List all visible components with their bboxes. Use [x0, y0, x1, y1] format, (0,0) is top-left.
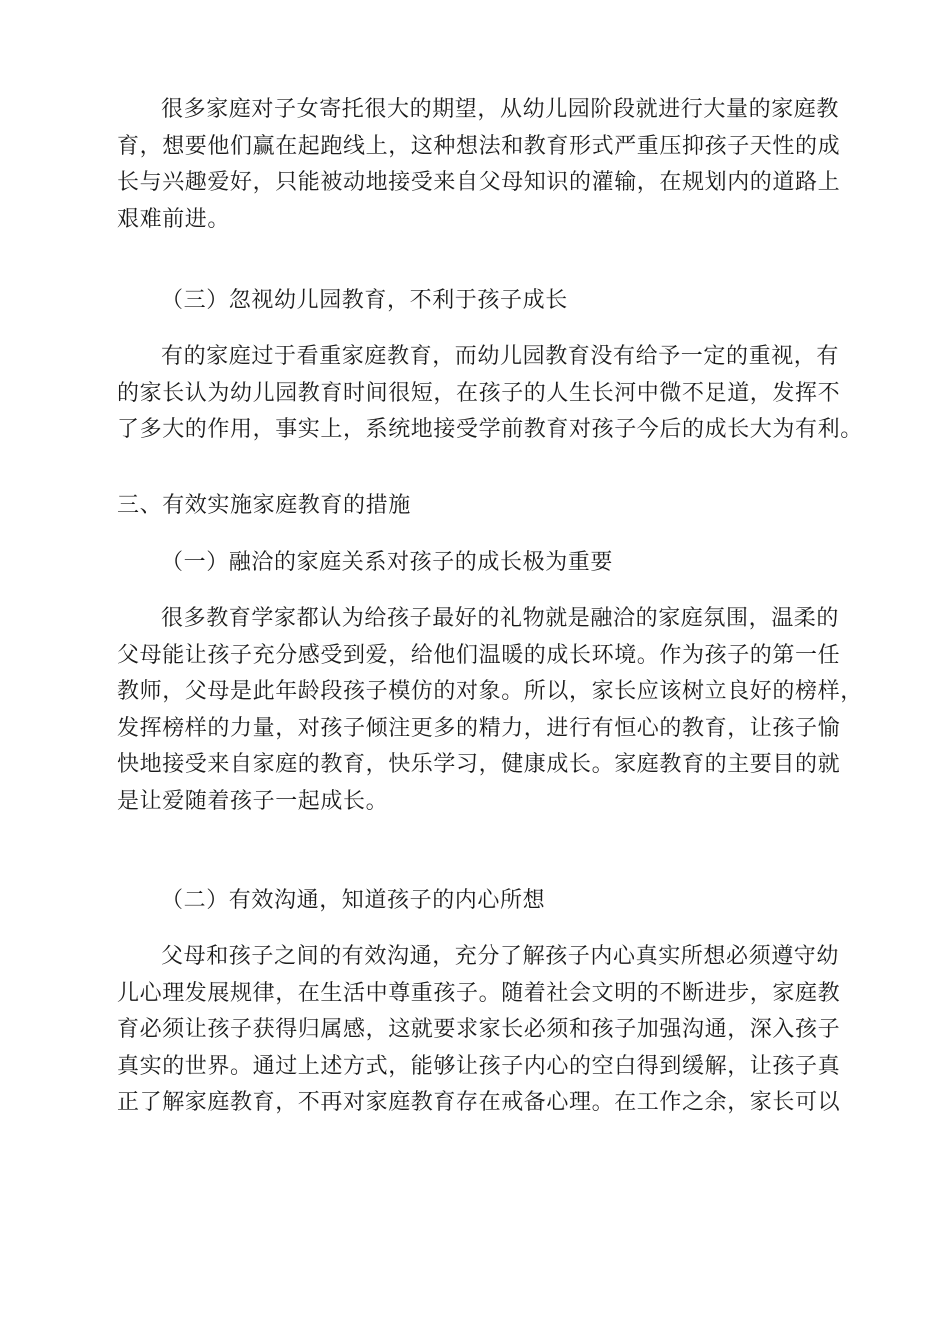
- paragraph-line: 儿心理发展规律，在生活中尊重孩子。随着社会文明的不断进步，家庭教: [117, 980, 841, 1006]
- paragraph-line: 父母和孩子之间的有效沟通，充分了解孩子内心真实所想必须遵守幼: [161, 944, 840, 969]
- paragraph-line: 发挥榜样的力量，对孩子倾注更多的精力，进行有恒心的教育，让孩子愉: [117, 715, 841, 741]
- subheading-line: （三）忽视幼儿园教育，不利于孩子成长: [161, 288, 568, 313]
- paragraph-line: 父母能让孩子充分感受到爱，给他们温暖的成长环境。作为孩子的第一任: [117, 642, 841, 668]
- paragraph-line: 正了解家庭教育，不再对家庭教育存在戒备心理。在工作之余，家长可以: [117, 1090, 841, 1115]
- paragraph-line: 快地接受来自家庭的教育，快乐学习，健康成长。家庭教育的主要目的就: [117, 752, 841, 777]
- subheading-line: （一）融洽的家庭关系对孩子的成长极为重要: [161, 550, 614, 575]
- paragraph-line: 的家长认为幼儿园教育时间很短，在孩子的人生长河中微不足道，发挥不: [117, 380, 841, 406]
- paragraph-line: 教师，父母是此年龄段孩子模仿的对象。所以，家长应该树立良好的榜样，: [117, 679, 863, 704]
- paragraph-line: 艰难前进。: [117, 206, 231, 232]
- paragraph-line: 很多教育学家都认为给孩子最好的礼物就是融洽的家庭氛围，温柔的: [161, 606, 840, 631]
- paragraph-line: 有的家庭过于看重家庭教育，而幼儿园教育没有给予一定的重视，有: [161, 344, 840, 369]
- paragraph-line: 长与兴趣爱好，只能被动地接受来自父母知识的灌输，在规划内的道路上: [117, 170, 841, 195]
- paragraph-line: 真实的世界。通过上述方式，能够让孩子内心的空白得到缓解，让孩子真: [117, 1053, 841, 1079]
- paragraph-1: [117, 92, 841, 238]
- subheading-1: [117, 545, 837, 582]
- section-heading: [117, 488, 837, 525]
- subheading-2: [117, 883, 837, 920]
- paragraph-line: 很多家庭对子女寄托很大的期望，从幼儿园阶段就进行大量的家庭教: [161, 97, 840, 122]
- subheading-line: （二）有效沟通，知道孩子的内心所想: [161, 888, 546, 913]
- paragraph-line: 育，想要他们赢在起跑线上，这种想法和教育形式严重压抑孩子天性的成: [117, 133, 841, 159]
- paragraph-line: 了多大的作用，事实上，系统地接受学前教育对孩子今后的成长大为有利。: [117, 417, 863, 442]
- paragraph-2: [117, 339, 863, 449]
- paragraph-line: 育必须让孩子获得归属感，这就要求家长必须和孩子加强沟通，深入孩子: [117, 1017, 841, 1042]
- paragraph-4: [117, 939, 841, 1122]
- heading-line: 三、有效实施家庭教育的措施: [117, 493, 411, 518]
- paragraph-line: 是让爱随着孩子一起成长。: [117, 788, 389, 814]
- paragraph-3: [117, 601, 863, 820]
- subheading-3: [117, 283, 837, 320]
